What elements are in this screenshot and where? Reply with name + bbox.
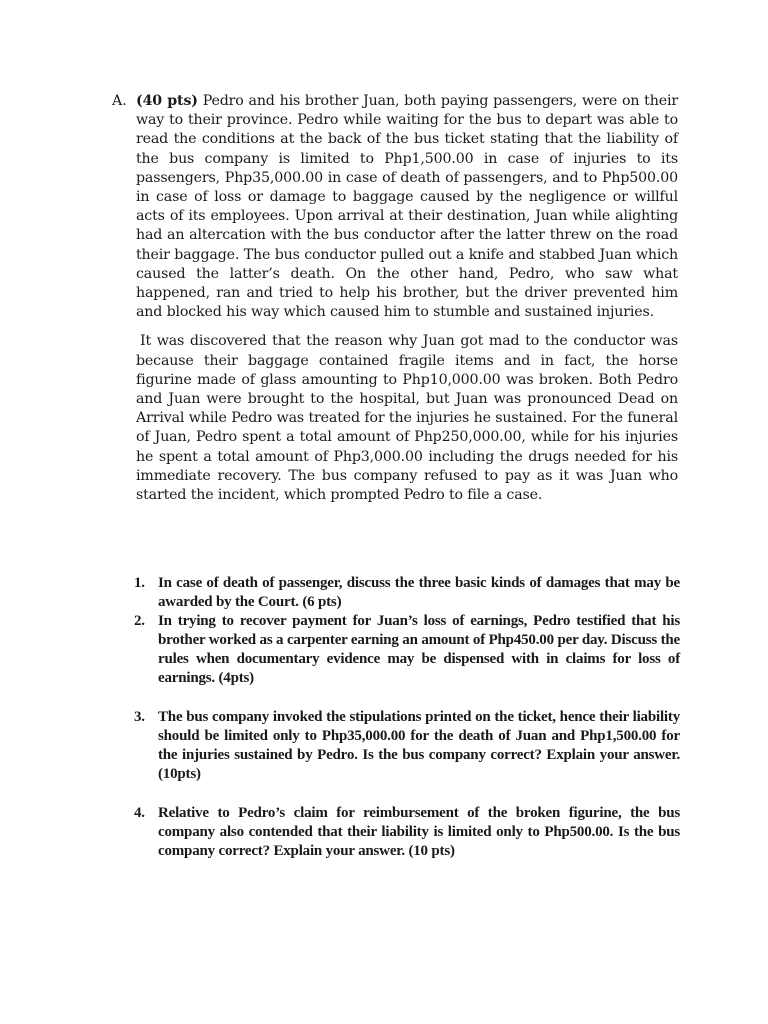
question-item (134, 574, 680, 612)
question-item (134, 804, 680, 861)
question-number: 3. (134, 709, 145, 725)
question-text: In trying to recover payment for Juan’s loss of earnings, Pedro testified that his brother worked as a carpenter earning an amount of Php450.00 per day. Discuss the rules when documentary evidence may be dispensed with in claims for loss of earnings. (4pts) (158, 613, 680, 686)
question-number: 2. (134, 613, 145, 629)
question-number: 1. (134, 575, 145, 591)
section-a (112, 92, 678, 505)
question-text: The bus company invoked the stipulations printed on the ticket, hence their liability should be limited only to Php35,000.00 for the death of Juan and Php1,500.00 for the injuries sustained by Pedro. Is the bus company correct? Explain your answer. (10pts) (158, 709, 680, 782)
question-text: In case of death of passenger, discuss the three basic kinds of damages that may be awarded by the Court. (6 pts) (158, 575, 680, 610)
question-item (134, 612, 680, 688)
question-number: 4. (134, 805, 145, 821)
question-list (134, 574, 680, 861)
section-intro-paragraph (136, 92, 678, 322)
section-intro-text: Pedro and his brother Juan, both paying passengers, were on their way to their province. Pedro while waiting for the bus to depart was able to read the conditions at the back of the bus ticket stating that the liability of the bus company is limited to Php1,500.00 in case of injuries to its passengers, Php35,000.00 in case of death of passengers, and to Php500.00 in case of loss or damage to baggage caused by the negligence or willful acts of its employees. Upon arrival at their destination, Juan while alighting had an altercation with the bus conductor after the latter threw on the road their baggage. The bus conductor pulled out a knife and stabbed Juan which caused the latter’s death. On the other hand, Pedro, who saw what happened, ran and tried to help his brother, but the driver prevented him and blocked his way which caused him to stumble and sustained injuries. (136, 93, 678, 321)
section-points: (40 pts) (136, 93, 198, 109)
section-label: A. (112, 93, 127, 109)
section-second-paragraph: It was discovered that the reason why Juan got mad to the conductor was because their baggage contained fragile items and in fact, the horse figurine made of glass amounting to Php10,000.00 was broken. Both Pedro and Juan were brought to the hospital, but Juan was pronounced Dead on Arrival while Pedro was treated for the injuries he sustained. For the funeral of Juan, Pedro spent a total amount of Php250,000.00, while for his injuries he spent a total amount of Php3,000.00 including the drugs needed for his immediate recovery. The bus company refused to pay as it was Juan who started the incident, which prompted Pedro to file a case. (136, 333, 678, 504)
question-text: Relative to Pedro’s claim for reimbursement of the broken figurine, the bus company also contended that their liability is limited only to Php500.00. Is the bus company correct? Explain your answer. (10 pts) (158, 805, 680, 859)
question-item (134, 708, 680, 784)
